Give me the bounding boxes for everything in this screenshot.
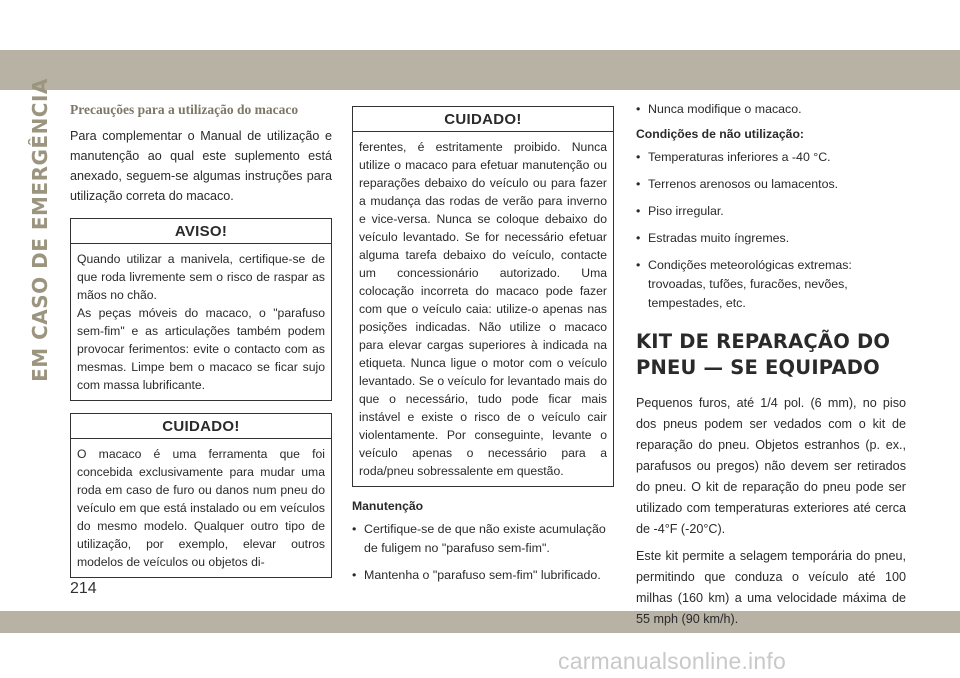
caution-continued-paragraph: ferentes, é estritamente proibido. Nunca utilize o macaco para efetuar manutenção ou reparações debaixo do veículo ou para fazer a mudança das rodas de verão para inverno e vice-versa. Nunca se coloque debaixo do veículo levantado. Se for necessário efetuar alguma tarefa debaixo do veículo, contacte um concessionário autorizado. Uma colocação incorreta do macaco pode fazer com que o veículo caia: utilize-o apenas nas posições indicadas. Não utilize o macaco para elevar cargas superiores à indicada na etiqueta. Nunca ligue o motor com o veículo levantado. Se o veículo for levantado mais do que o necessário, tudo pode ficar mais instável e existe o risco de o veículo cair violentamente. Por conseguinte, levante o veículo apenas o necessário para a roda/pneu sobressalente em questão. <box>359 140 607 478</box>
tire-repair-kit-heading: KIT DE REPARAÇÃO DO PNEU — SE EQUIPADO <box>636 330 891 379</box>
non-use-bullet-5: • Condições meteorológicas extremas: trovoadas, tufões, furacões, nevões, tempestades, etc. <box>636 256 906 313</box>
caution-box-continued <box>352 106 614 487</box>
caution-box-continued-title: CUIDADO! <box>353 107 613 132</box>
non-use-bullet-3: • Piso irregular. <box>636 202 906 221</box>
section-side-label <box>26 78 54 382</box>
no-modify-bullet: • Nunca modifique o macaco. <box>636 100 906 119</box>
column-right <box>636 100 906 636</box>
non-use-bullet-2: • Terrenos arenosos ou lamacentos. <box>636 175 906 194</box>
maintenance-bullet-1: • Certifique-se de que não existe acumulação de fuligem no "parafuso sem-fim". <box>352 520 614 558</box>
column-middle <box>352 100 614 593</box>
caution-box-continued-body <box>353 132 613 486</box>
caution-box-body <box>71 439 331 577</box>
tire-repair-paragraph-1: Pequenos furos, até 1/4 pol. (6 mm), no piso dos pneus podem ser vedados com o kit de reparação do pneu. Objetos estranhos (p. ex., parafusos ou pregos) não devem ser retirados do pneu. O kit de reparação do pneu pode ser utilizado com temperaturas exteriores até cerca de -4°F (-20°C). <box>636 396 906 536</box>
column-left <box>70 100 332 590</box>
caution-paragraph: O macaco é uma ferramenta que foi concebida exclusivamente para mudar uma roda em caso de furo ou danos num pneu do veículo em que está instalado ou em veículos do mesmo modelo. Qualquer outro tipo de utilização, por exemplo, elevar outros modelos de veículos ou objetos di- <box>77 447 325 569</box>
tire-repair-paragraph-2: Este kit permite a selagem temporária do pneu, permitindo que conduza o veículo até 100 milhas (160 km) a uma velocidade máxima de 55 mph (90 km/h). <box>636 549 906 626</box>
jack-precautions-heading: Precauções para a utilização do macaco <box>70 102 299 117</box>
caution-box-title: CUIDADO! <box>71 414 331 439</box>
maintenance-heading: Manutenção <box>352 499 424 513</box>
non-use-bullet-4: • Estradas muito íngremes. <box>636 229 906 248</box>
warning-box-title: AVISO! <box>71 219 331 244</box>
watermark: carmanualsonline.info <box>558 648 786 674</box>
warning-paragraph-2: As peças móveis do macaco, o "parafuso sem-fim" e as articulações também podem provocar ferimentos: evite o contacto com as mesmas. Limpe bem o macaco se ficar sujo com massa lubrificante. <box>77 306 325 392</box>
intro-paragraph: Para complementar o Manual de utilização e manutenção ao qual este suplemento está anexado, seguem-se algumas instruções para utilização correta do macaco. <box>70 129 332 203</box>
warning-box-body <box>71 244 331 400</box>
section-side-label-text: EM CASO DE EMERGÊNCIA <box>28 78 53 382</box>
warning-paragraph-1: Quando utilizar a manivela, certifique-se de que roda livremente sem o risco de raspar as mãos no chão. <box>77 252 325 302</box>
header-band <box>0 50 960 90</box>
page-number: 214 <box>70 580 97 597</box>
caution-box <box>70 413 332 578</box>
maintenance-bullet-2: • Mantenha o "parafuso sem-fim" lubrificado. <box>352 566 614 585</box>
non-use-conditions-heading: Condições de não utilização: <box>636 127 804 141</box>
non-use-bullet-1: • Temperaturas inferiores a -40 °C. <box>636 148 906 167</box>
warning-box <box>70 218 332 401</box>
